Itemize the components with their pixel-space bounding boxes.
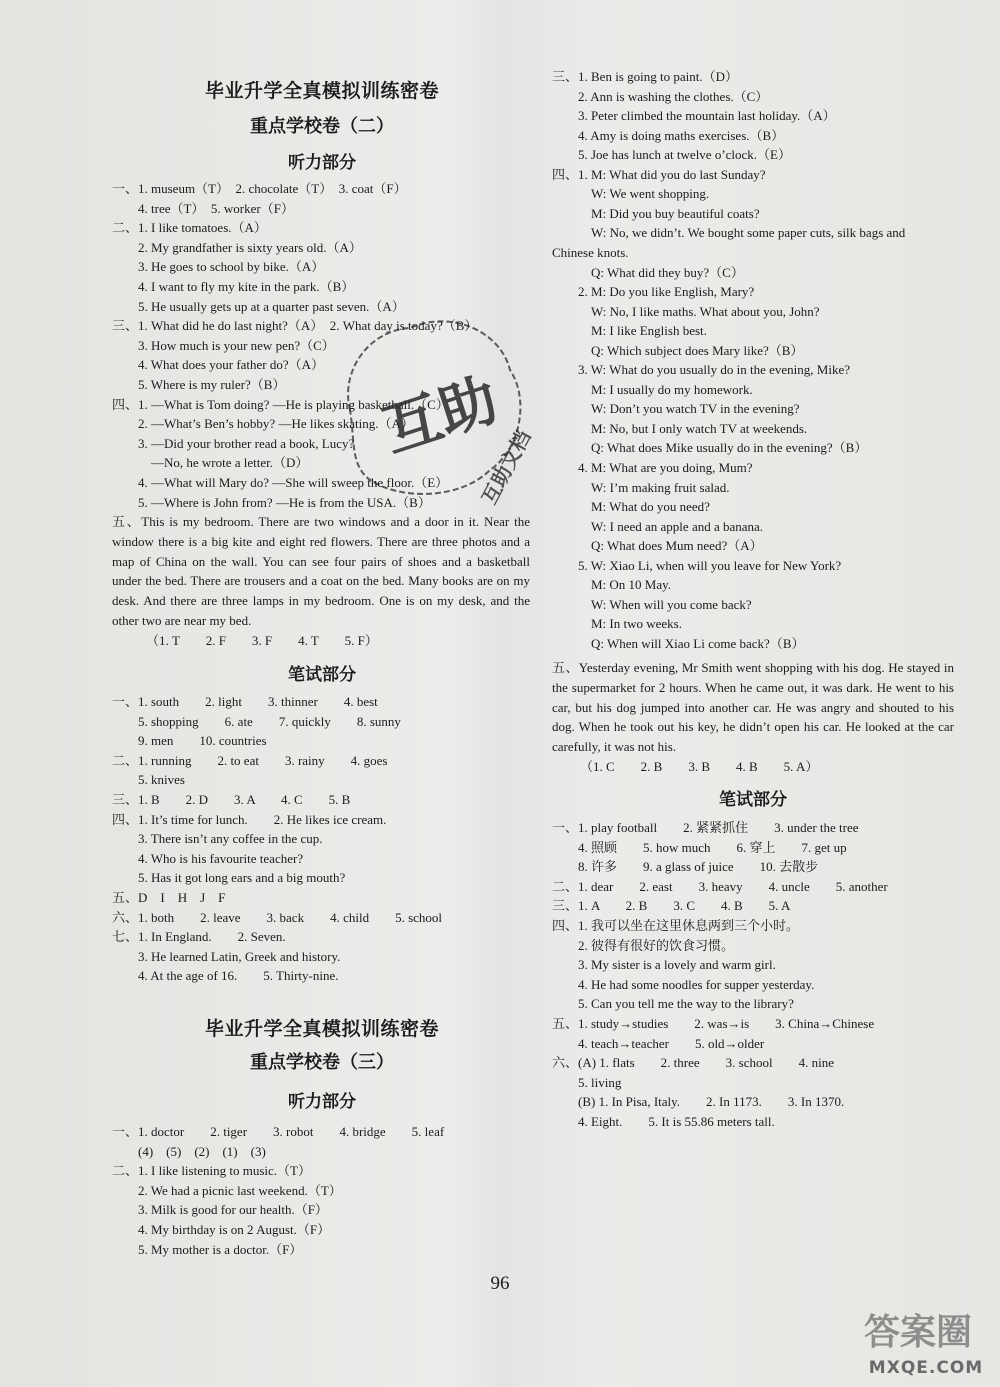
answer-line: 5. Has it got long ears and a big mouth? xyxy=(112,870,346,886)
answer-line: 8. 许多 9. a glass of juice 10. 去散步 xyxy=(552,859,819,875)
answer-line: 4. Amy is doing maths exercises.（B） xyxy=(552,127,785,143)
answer-line: 5. Where is my ruler?（B） xyxy=(112,377,286,392)
answer-line: 4. At the age of 16. 5. Thirty-nine. xyxy=(112,968,339,984)
answer-line: 三、1. A 2. B 3. C 4. B 5. A xyxy=(552,898,791,914)
answer-line: 3. Peter climbed the mountain last holiday.（A） xyxy=(552,108,836,124)
answer-line: 4. 照顾 5. how much 6. 穿上 7. get up xyxy=(552,839,847,855)
answer-line: 六、1. both 2. leave 3. back 4. child 5. school xyxy=(112,909,443,925)
answer-line: 4. Who is his favourite teacher? xyxy=(112,850,304,866)
answer-line: (4) (5) (2) (1) (3) xyxy=(112,1143,266,1159)
answer-line: 2. M: Do you like English, Mary? xyxy=(552,284,755,300)
answer-line: —No, he wrote a letter.（D） xyxy=(112,455,309,471)
answer-line: 四、1. M: What did you do last Sunday? xyxy=(552,166,766,182)
answer-line: 一、1. south 2. light 3. thinner 4. best xyxy=(112,694,378,709)
listening-heading-2: 听力部分 xyxy=(288,1092,356,1112)
answer-line: 二、1. running 2. to eat 3. rainy 4. goes xyxy=(112,752,388,768)
passage-text-right: 五、Yesterday evening, Mr Smith went shopping with his dog. He stayed in the supermarket for 2 hours. When he came out, it was dark. He went to his car, but his dog jumped into another car. He was angry and shouted to his dog. When he took out his key, he didn’t open his car. He looked at the car carefully, it was not his. xyxy=(552,660,954,755)
answer-line: 五、D I H J F xyxy=(112,890,226,905)
answer-line: W: We went shopping. xyxy=(552,186,710,202)
answer-line: W: When will you come back? xyxy=(552,596,752,612)
answer-line: 一、1. doctor 2. tiger 3. robot 4. bridge 5. leaf xyxy=(112,1124,445,1139)
watermark-logo xyxy=(856,1300,996,1360)
answer-line: 三、1. What did he do last night?（A） 2. What day is today?（B） xyxy=(112,318,478,334)
section-title-2: 毕业升学全真模拟训练密卷 xyxy=(204,1018,439,1040)
answer-line: M: I usually do my homework. xyxy=(552,381,753,397)
answer-line: 9. men 10. countries xyxy=(112,733,267,749)
page-number: 96 xyxy=(490,1273,510,1294)
answer-line: W: Don’t you watch TV in the evening? xyxy=(552,401,800,417)
answer-line: Q: What does Mum need?（A） xyxy=(552,538,763,554)
answer-line: 一、1. play football 2. 紧紧抓住 3. under the tree xyxy=(552,820,859,835)
svg-text:答案圈: 答案圈 xyxy=(864,1312,973,1353)
answer-line: 3. There isn’t any coffee in the cup. xyxy=(112,831,323,847)
answer-line: 3. Milk is good for our health.（F） xyxy=(112,1202,328,1218)
answer-line: 2. We had a picnic last weekend.（T） xyxy=(112,1182,342,1198)
passage-text: 五、This is my bedroom. There are two windows and a door in it. Near the window there is a big kite and eight red flowers. There are three photos and a map of China on the wall. You can see four pairs of shoes and a basketball under the bed. There are trousers and a coat on the bed. Many books are on my desk. And there are three lamps in my bedroom. One is on my desk, and the other two are near my bed. xyxy=(112,514,530,628)
answer-line: (B) 1. In Pisa, Italy. 2. In 1173. 3. In 1370. xyxy=(552,1094,845,1110)
answer-line: 4. Eight. 5. It is 55.86 meters tall. xyxy=(552,1114,775,1129)
section-subtitle-2: 重点学校卷（三） xyxy=(250,1052,394,1073)
answer-line: 2. My grandfather is sixty years old.（A） xyxy=(112,239,362,255)
answer-line: M: What do you need? xyxy=(552,499,710,515)
answer-line: 5. knives xyxy=(112,772,185,788)
answer-line: 5. shopping 6. ate 7. quickly 8. sunny xyxy=(112,713,401,729)
answer-line: Q: What does Mike usually do in the evening?（B） xyxy=(552,440,868,456)
answer-line: 4. teach→teacher 5. old→older xyxy=(552,1035,765,1051)
written-heading-right: 笔试部分 xyxy=(719,790,787,810)
answer-line: 2. 彼得有很好的饮食习惯。 xyxy=(552,937,735,953)
answer-line: 3. He goes to school by bike.（A） xyxy=(112,259,325,275)
answer-line: 二、1. dear 2. east 3. heavy 4. uncle 5. another xyxy=(552,878,888,894)
answer-line: 4. What does your father do?（A） xyxy=(112,357,325,373)
answer-line: 二、1. I like tomatoes.（A） xyxy=(112,220,267,236)
answer-line: 4. He had some noodles for supper yesterday. xyxy=(552,976,815,992)
svg-text:互助文档: 互助文档 xyxy=(476,426,536,509)
answer-line: 5. My mother is a doctor.（F） xyxy=(112,1241,303,1257)
answer-line: 3. He learned Latin, Greek and history. xyxy=(112,948,341,964)
answer-line: M: Did you buy beautiful coats? xyxy=(552,205,760,221)
answer-line: 3. My sister is a lovely and warm girl. xyxy=(552,957,776,973)
answer-line: 二、1. I like listening to music.（T） xyxy=(112,1163,311,1179)
answer-line: 四、1. —What is Tom doing? —He is playing basketball.（C） xyxy=(112,396,449,412)
answer-line: 5. Can you tell me the way to the library? xyxy=(552,996,794,1012)
answer-line: 4. My birthday is on 2 August.（F） xyxy=(112,1222,331,1237)
answer-line: 三、1. Ben is going to paint.（D） xyxy=(552,69,738,84)
answer-line: 2. —What’s Ben’s hobby? —He likes skating.（A） xyxy=(112,416,414,432)
answer-line: 3. W: What do you usually do in the evening, Mike? xyxy=(552,362,850,378)
answer-line: Chinese knots. xyxy=(552,244,629,260)
answer-line: M: On 10 May. xyxy=(552,577,672,593)
answer-line: Q: When will Xiao Li come back?（B） xyxy=(552,635,805,651)
answer-line: 六、(A) 1. flats 2. three 3. school 4. nine xyxy=(552,1055,834,1071)
written-heading: 笔试部分 xyxy=(288,665,356,685)
listening-heading: 听力部分 xyxy=(288,153,356,173)
answer-line: 3. —Did your brother read a book, Lucy? xyxy=(112,435,355,451)
answer-line: M: I like English best. xyxy=(552,323,707,339)
answer-line: 5. living xyxy=(552,1074,622,1090)
answer-line: 四、1. 我可以坐在这里休息两到三个小时。 xyxy=(552,918,800,933)
stamp-seal xyxy=(310,300,550,520)
answer-line: 3. How much is your new pen?（C） xyxy=(112,337,335,353)
watermark xyxy=(856,1300,996,1384)
answer-line: 5. Joe has lunch at twelve o’clock.（E） xyxy=(552,147,791,163)
answer-line: M: No, but I only watch TV at weekends. xyxy=(552,420,808,436)
svg-text:互助: 互助 xyxy=(374,364,506,466)
answer-line: 2. Ann is washing the clothes.（C） xyxy=(552,88,769,104)
answer-line: 4. M: What are you doing, Mum? xyxy=(552,460,753,475)
answer-line: Q: Which subject does Mary like?（B） xyxy=(552,342,804,358)
answer-line: 四、1. It’s time for lunch. 2. He likes ice cream. xyxy=(112,811,387,827)
answer-line: 5. W: Xiao Li, when will you leave for New York? xyxy=(552,557,842,573)
answer-line: 4. I want to fly my kite in the park.（B） xyxy=(112,279,355,294)
answer-line: 五、1. study→studies 2. was→is 3. China→Chinese xyxy=(552,1016,875,1031)
passage-answers: （1. T 2. F 3. F 4. T 5. F） xyxy=(146,633,378,648)
answer-line: 4. tree（T） 5. worker（F） xyxy=(112,200,294,216)
section-title: 毕业升学全真模拟训练密卷 xyxy=(204,80,439,102)
answer-line: W: No, we didn’t. We bought some paper cuts, silk bags and xyxy=(552,225,906,241)
answer-line: 4. —What will Mary do? —She will sweep the floor.（E） xyxy=(112,475,449,490)
passage-answers-right: （1. C 2. B 3. B 4. B 5. A） xyxy=(580,759,819,774)
answer-line: 5. —Where is John from? —He is from the USA.（B） xyxy=(112,494,431,510)
watermark-text: MXQE.COM xyxy=(868,1358,984,1378)
answer-line: W: I’m making fruit salad. xyxy=(552,479,730,495)
answer-line: 七、1. In England. 2. Seven. xyxy=(112,929,286,945)
answer-line: M: In two weeks. xyxy=(552,616,682,632)
section-subtitle: 重点学校卷（二） xyxy=(250,116,394,137)
answer-line: Q: What did they buy?（C） xyxy=(552,264,744,280)
answer-line: 一、1. museum（T） 2. chocolate（T） 3. coat（F） xyxy=(112,181,407,196)
answer-line: 5. He usually gets up at a quarter past seven.（A） xyxy=(112,298,405,314)
answer-line: 三、1. B 2. D 3. A 4. C 5. B xyxy=(112,792,351,807)
answer-line: W: I need an apple and a banana. xyxy=(552,518,764,534)
answer-line: W: No, I like maths. What about you, John? xyxy=(552,303,820,319)
